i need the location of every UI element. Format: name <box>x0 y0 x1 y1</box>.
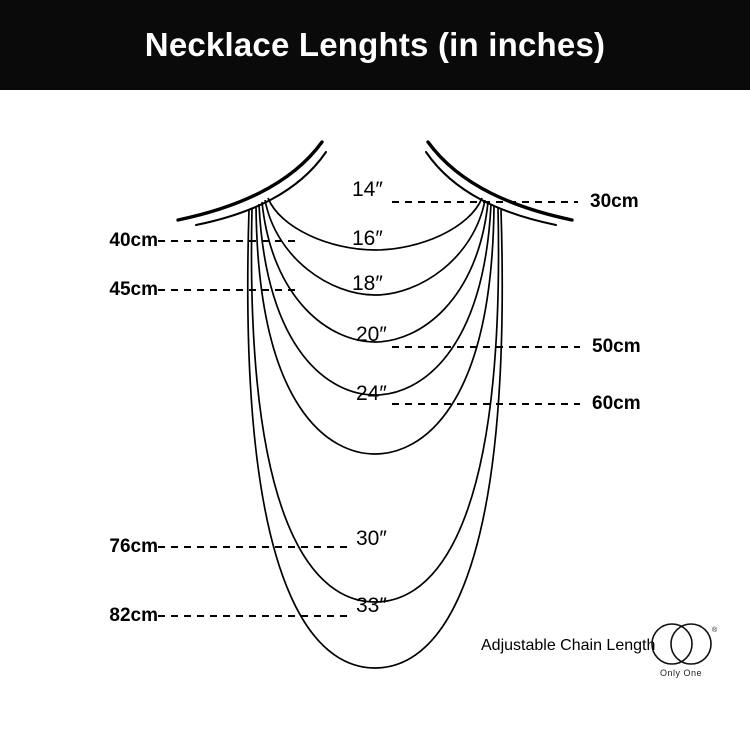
cm-label-45: 45cm <box>109 279 158 300</box>
cm-label-60: 60cm <box>592 393 641 414</box>
inch-label-16: 16″ <box>352 227 383 250</box>
cm-label-50: 50cm <box>592 336 641 357</box>
cm-label-30: 30cm <box>590 191 639 212</box>
inch-label-24: 24″ <box>356 382 387 405</box>
cm-label-40: 40cm <box>109 230 158 251</box>
svg-text:®: ® <box>712 627 717 634</box>
inch-label-30: 30″ <box>356 527 387 550</box>
header-bar <box>0 0 750 90</box>
page-title: Necklace Lenghts (in inches) <box>144 26 606 63</box>
inch-label-33: 33″ <box>356 594 387 617</box>
inch-label-14: 14″ <box>352 178 383 201</box>
diagram-canvas <box>0 90 750 750</box>
logo-caption: Only One <box>659 668 703 678</box>
adjustable-chain-length-label: Adjustable Chain Length <box>481 637 656 654</box>
cm-label-82: 82cm <box>109 605 158 626</box>
cm-label-76: 76cm <box>109 536 158 557</box>
inch-label-18: 18″ <box>352 272 383 295</box>
inch-label-20: 20″ <box>356 323 387 346</box>
